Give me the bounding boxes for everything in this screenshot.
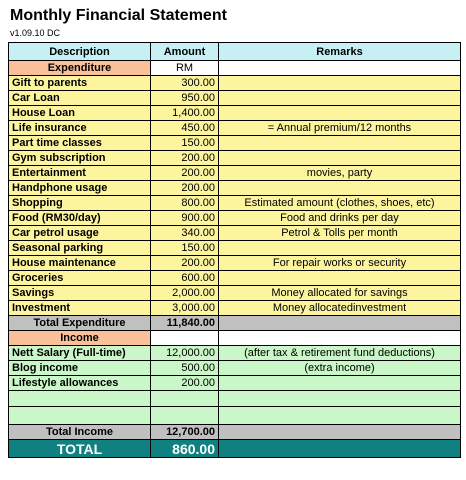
item-remarks[interactable]: Estimated amount (clothes, shoes, etc) xyxy=(219,196,461,211)
item-amount[interactable]: 1,400.00 xyxy=(151,106,219,121)
expenditure-rows xyxy=(9,76,461,316)
grand-total-label[interactable]: TOTAL xyxy=(9,440,151,458)
expenditure-row xyxy=(9,106,461,121)
expenditure-row xyxy=(9,301,461,316)
item-remarks[interactable]: For repair works or security xyxy=(219,256,461,271)
total-income-amount[interactable]: 12,700.00 xyxy=(151,425,219,440)
empty-cell[interactable] xyxy=(9,391,151,407)
item-amount[interactable]: 300.00 xyxy=(151,76,219,91)
item-remarks[interactable]: Food and drinks per day xyxy=(219,211,461,226)
expenditure-row xyxy=(9,151,461,166)
item-description[interactable]: House Loan xyxy=(9,106,151,121)
item-remarks[interactable] xyxy=(219,376,461,391)
income-section-row xyxy=(9,331,461,346)
item-remarks[interactable] xyxy=(219,106,461,121)
expenditure-row xyxy=(9,286,461,301)
item-amount[interactable]: 150.00 xyxy=(151,136,219,151)
expenditure-row xyxy=(9,271,461,286)
header-row xyxy=(9,43,461,61)
total-income-remarks[interactable] xyxy=(219,425,461,440)
item-remarks[interactable] xyxy=(219,91,461,106)
item-amount[interactable]: 600.00 xyxy=(151,271,219,286)
financial-statement-table xyxy=(8,42,461,458)
item-description[interactable]: Food (RM30/day) xyxy=(9,211,151,226)
item-amount[interactable]: 3,000.00 xyxy=(151,301,219,316)
item-description[interactable]: Shopping xyxy=(9,196,151,211)
item-amount[interactable]: 200.00 xyxy=(151,151,219,166)
item-amount[interactable]: 800.00 xyxy=(151,196,219,211)
expenditure-row xyxy=(9,136,461,151)
item-description[interactable]: Savings xyxy=(9,286,151,301)
grand-total-remarks[interactable] xyxy=(219,440,461,458)
item-amount[interactable]: 200.00 xyxy=(151,256,219,271)
empty-cell[interactable] xyxy=(219,407,461,425)
income-section-amount[interactable] xyxy=(151,331,219,346)
item-remarks[interactable]: Money allocatedinvestment xyxy=(219,301,461,316)
item-description[interactable]: Life insurance xyxy=(9,121,151,136)
item-remarks[interactable] xyxy=(219,76,461,91)
item-amount[interactable]: 150.00 xyxy=(151,241,219,256)
item-amount[interactable]: 900.00 xyxy=(151,211,219,226)
item-description[interactable]: Car Loan xyxy=(9,91,151,106)
income-rows xyxy=(9,346,461,391)
grand-total-row xyxy=(9,440,461,458)
item-amount[interactable]: 450.00 xyxy=(151,121,219,136)
total-expenditure-amount[interactable]: 11,840.00 xyxy=(151,316,219,331)
grand-total-amount[interactable]: 860.00 xyxy=(151,440,219,458)
expenditure-row xyxy=(9,121,461,136)
expenditure-row xyxy=(9,166,461,181)
expenditure-row xyxy=(9,256,461,271)
currency-label[interactable]: RM xyxy=(151,61,219,76)
item-description[interactable]: Groceries xyxy=(9,271,151,286)
expenditure-section-remarks[interactable] xyxy=(219,61,461,76)
item-description[interactable]: Gift to parents xyxy=(9,76,151,91)
total-income-row xyxy=(9,425,461,440)
expenditure-section-label[interactable]: Expenditure xyxy=(9,61,151,76)
total-income-label[interactable]: Total Income xyxy=(9,425,151,440)
item-remarks[interactable] xyxy=(219,151,461,166)
income-section-label[interactable]: Income xyxy=(9,331,151,346)
expenditure-row xyxy=(9,181,461,196)
item-remarks[interactable]: Petrol & Tolls per month xyxy=(219,226,461,241)
item-amount[interactable]: 950.00 xyxy=(151,91,219,106)
header-description[interactable]: Description xyxy=(9,43,151,61)
item-description[interactable]: Car petrol usage xyxy=(9,226,151,241)
income-row xyxy=(9,376,461,391)
item-description[interactable]: Lifestyle allowances xyxy=(9,376,151,391)
header-amount[interactable]: Amount xyxy=(151,43,219,61)
item-description[interactable]: Blog income xyxy=(9,361,151,376)
expenditure-section-row xyxy=(9,61,461,76)
item-description[interactable]: Entertainment xyxy=(9,166,151,181)
item-remarks[interactable] xyxy=(219,136,461,151)
page-title: Monthly Financial Statement xyxy=(10,7,227,24)
empty-cell[interactable] xyxy=(151,407,219,425)
total-expenditure-remarks[interactable] xyxy=(219,316,461,331)
expenditure-row xyxy=(9,196,461,211)
item-amount[interactable]: 200.00 xyxy=(151,181,219,196)
item-amount[interactable]: 2,000.00 xyxy=(151,286,219,301)
empty-cell[interactable] xyxy=(151,391,219,407)
item-amount[interactable]: 200.00 xyxy=(151,376,219,391)
total-expenditure-label[interactable]: Total Expenditure xyxy=(9,316,151,331)
item-remarks[interactable]: = Annual premium/12 months xyxy=(219,121,461,136)
expenditure-row xyxy=(9,76,461,91)
item-remarks[interactable] xyxy=(219,271,461,286)
income-section-remarks[interactable] xyxy=(219,331,461,346)
item-remarks[interactable] xyxy=(219,241,461,256)
item-remarks[interactable]: (after tax & retirement fund deductions) xyxy=(219,346,461,361)
item-amount[interactable]: 340.00 xyxy=(151,226,219,241)
version-label: v1.09.10 DC xyxy=(10,28,61,38)
expenditure-row xyxy=(9,211,461,226)
item-description[interactable]: Nett Salary (Full-time) xyxy=(9,346,151,361)
header-remarks[interactable]: Remarks xyxy=(219,43,461,61)
item-remarks[interactable]: Money allocated for savings xyxy=(219,286,461,301)
income-empty-row xyxy=(9,407,461,425)
expenditure-row xyxy=(9,241,461,256)
item-description[interactable]: House maintenance xyxy=(9,256,151,271)
item-description[interactable]: Handphone usage xyxy=(9,181,151,196)
income-row xyxy=(9,346,461,361)
income-empty-row xyxy=(9,391,461,407)
item-amount[interactable]: 12,000.00 xyxy=(151,346,219,361)
item-remarks[interactable] xyxy=(219,181,461,196)
empty-cell[interactable] xyxy=(219,391,461,407)
empty-cell[interactable] xyxy=(9,407,151,425)
item-amount[interactable]: 200.00 xyxy=(151,166,219,181)
item-description[interactable]: Investment xyxy=(9,301,151,316)
item-remarks[interactable]: movies, party xyxy=(219,166,461,181)
total-expenditure-row xyxy=(9,316,461,331)
expenditure-row xyxy=(9,226,461,241)
income-row xyxy=(9,361,461,376)
item-description[interactable]: Seasonal parking xyxy=(9,241,151,256)
item-amount[interactable]: 500.00 xyxy=(151,361,219,376)
expenditure-row xyxy=(9,91,461,106)
item-description[interactable]: Part time classes xyxy=(9,136,151,151)
item-remarks[interactable]: (extra income) xyxy=(219,361,461,376)
item-description[interactable]: Gym subscription xyxy=(9,151,151,166)
